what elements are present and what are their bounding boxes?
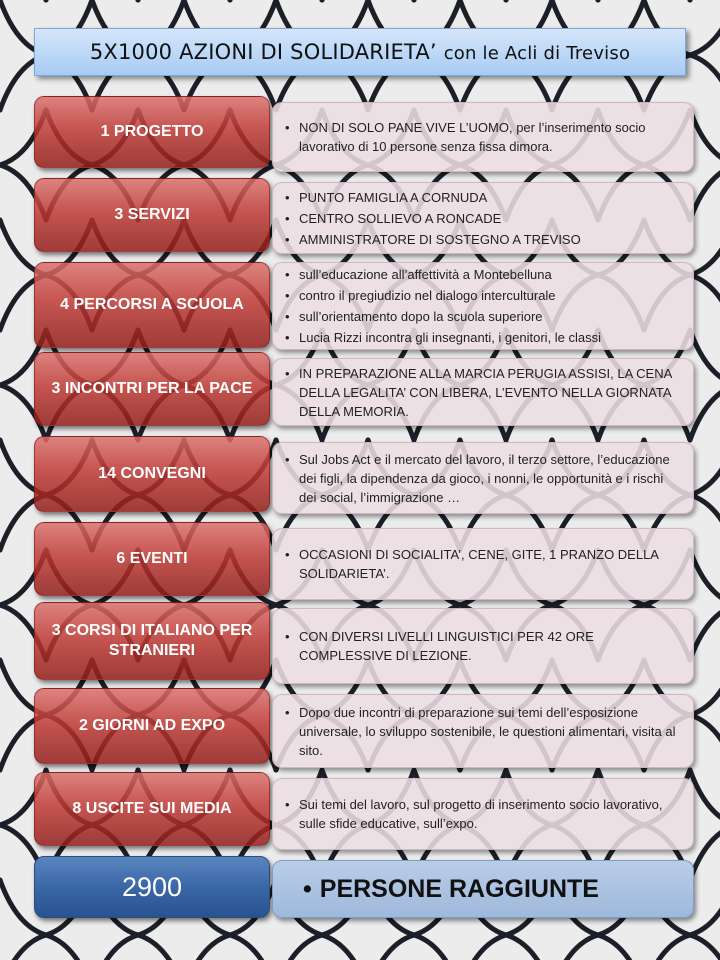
description-box	[272, 694, 694, 768]
bullet-item: • PUNTO FAMIGLIA A CORNUDA	[299, 188, 683, 207]
bullet-item: • Dopo due incontri di preparazione sui temi dell’esposizione universale, lo sviluppo sostenibile, le questioni alimentari, visita al sito.	[299, 703, 683, 760]
label-box	[34, 352, 270, 426]
row-label: 2 GIORNI AD EXPO	[78, 717, 226, 734]
label-box	[34, 262, 270, 348]
label-box	[34, 178, 270, 252]
row-incontri-pace	[34, 352, 694, 426]
title-banner	[34, 28, 686, 76]
total-count: 2900	[121, 871, 183, 902]
row-label: 1 PROGETTO	[100, 123, 204, 140]
label-box	[34, 522, 270, 596]
label-box	[34, 436, 270, 512]
description-box	[272, 358, 694, 426]
row-giorni-expo	[34, 688, 694, 764]
row-percorsi-scuola	[34, 262, 694, 348]
description-box	[272, 262, 694, 350]
total-count-box	[34, 856, 270, 918]
net-strand	[690, 550, 720, 660]
bullet-item: • Sul Jobs Act e il mercato del lavoro, il terzo settore, l’educazione dei figli, la dipendenza da gioco, i nonni, le opportunità e i rischi dei social, l’immigrazione …	[299, 450, 683, 507]
title-sub: con le Acli di Treviso	[443, 43, 631, 64]
label-box	[34, 688, 270, 764]
net-strand	[690, 770, 720, 880]
row-convegni	[34, 436, 694, 512]
bullet-item: • Lucia Rizzi incontra gli insegnanti, i genitori, le classi	[299, 328, 683, 347]
description-box	[272, 608, 694, 684]
description-box	[272, 778, 694, 850]
row-label: 3 INCONTRI PER LA PACE	[51, 380, 253, 397]
total-row	[34, 856, 694, 918]
bullet-item: • CENTRO SOLLIEVO A RONCADE	[299, 209, 683, 228]
row-uscite-media	[34, 772, 694, 846]
bullet-item: • sull’educazione all’affettività a Montebelluna	[299, 265, 683, 284]
row-label: 4 PERCORSI A SCUOLA	[60, 296, 244, 313]
row-label: 3 CORSI DI ITALIANO PER STRANIERI	[51, 622, 253, 659]
row-label: 3 SERVIZI	[114, 206, 190, 223]
description-box	[272, 102, 694, 172]
total-label-box	[272, 860, 694, 918]
page-title	[90, 40, 630, 64]
row-label: 8 USCITE SUI MEDIA	[72, 800, 232, 817]
description-box	[272, 442, 694, 514]
bullet-item: • AMMINISTRATORE DI SOSTEGNO A TREVISO	[299, 230, 683, 249]
bullet-item: • NON DI SOLO PANE VIVE L’UOMO, per l’inserimento socio lavorativo di 10 persone senza fissa dimora.	[299, 118, 683, 156]
row-servizi	[34, 178, 694, 252]
row-progetto	[34, 96, 694, 168]
total-label: PERSONE RAGGIUNTE	[319, 874, 599, 903]
bullet-item: • CON DIVERSI LIVELLI LINGUISTICI PER 42 ORE COMPLESSIVE DI LEZIONE.	[299, 627, 683, 665]
title-main: 5X1000 AZIONI DI SOLIDARIETA’	[89, 40, 437, 64]
row-label: 6 EVENTI	[116, 550, 188, 567]
row-label: 14 CONVEGNI	[98, 465, 206, 482]
net-strand	[690, 110, 720, 220]
bullet-item: • sull’orientamento dopo la scuola superiore	[299, 307, 683, 326]
label-box	[34, 602, 270, 680]
description-box	[272, 528, 694, 600]
label-box	[34, 96, 270, 168]
label-box	[34, 772, 270, 846]
bullet-item: • contro il pregiudizio nel dialogo interculturale	[299, 286, 683, 305]
bullet-item: • IN PREPARAZIONE ALLA MARCIA PERUGIA ASSISI, LA CENA DELLA LEGALITA’ CON LIBERA, L’EVENTO NELLA GIORNATA DELLA MEMORIA.	[299, 364, 683, 421]
net-strand	[690, 330, 720, 440]
bullet-item: • OCCASIONI DI SOCIALITA’, CENE, GITE, 1 PRANZO DELLA SOLIDARIETA’.	[299, 545, 683, 583]
bullet-item: • Sui temi del lavoro, sul progetto di inserimento socio lavorativo, sulle sfide educative, sull’expo.	[299, 795, 683, 833]
row-corsi-italiano	[34, 602, 694, 680]
description-box	[272, 182, 694, 254]
bullet-icon: •	[303, 874, 312, 903]
row-eventi	[34, 522, 694, 596]
